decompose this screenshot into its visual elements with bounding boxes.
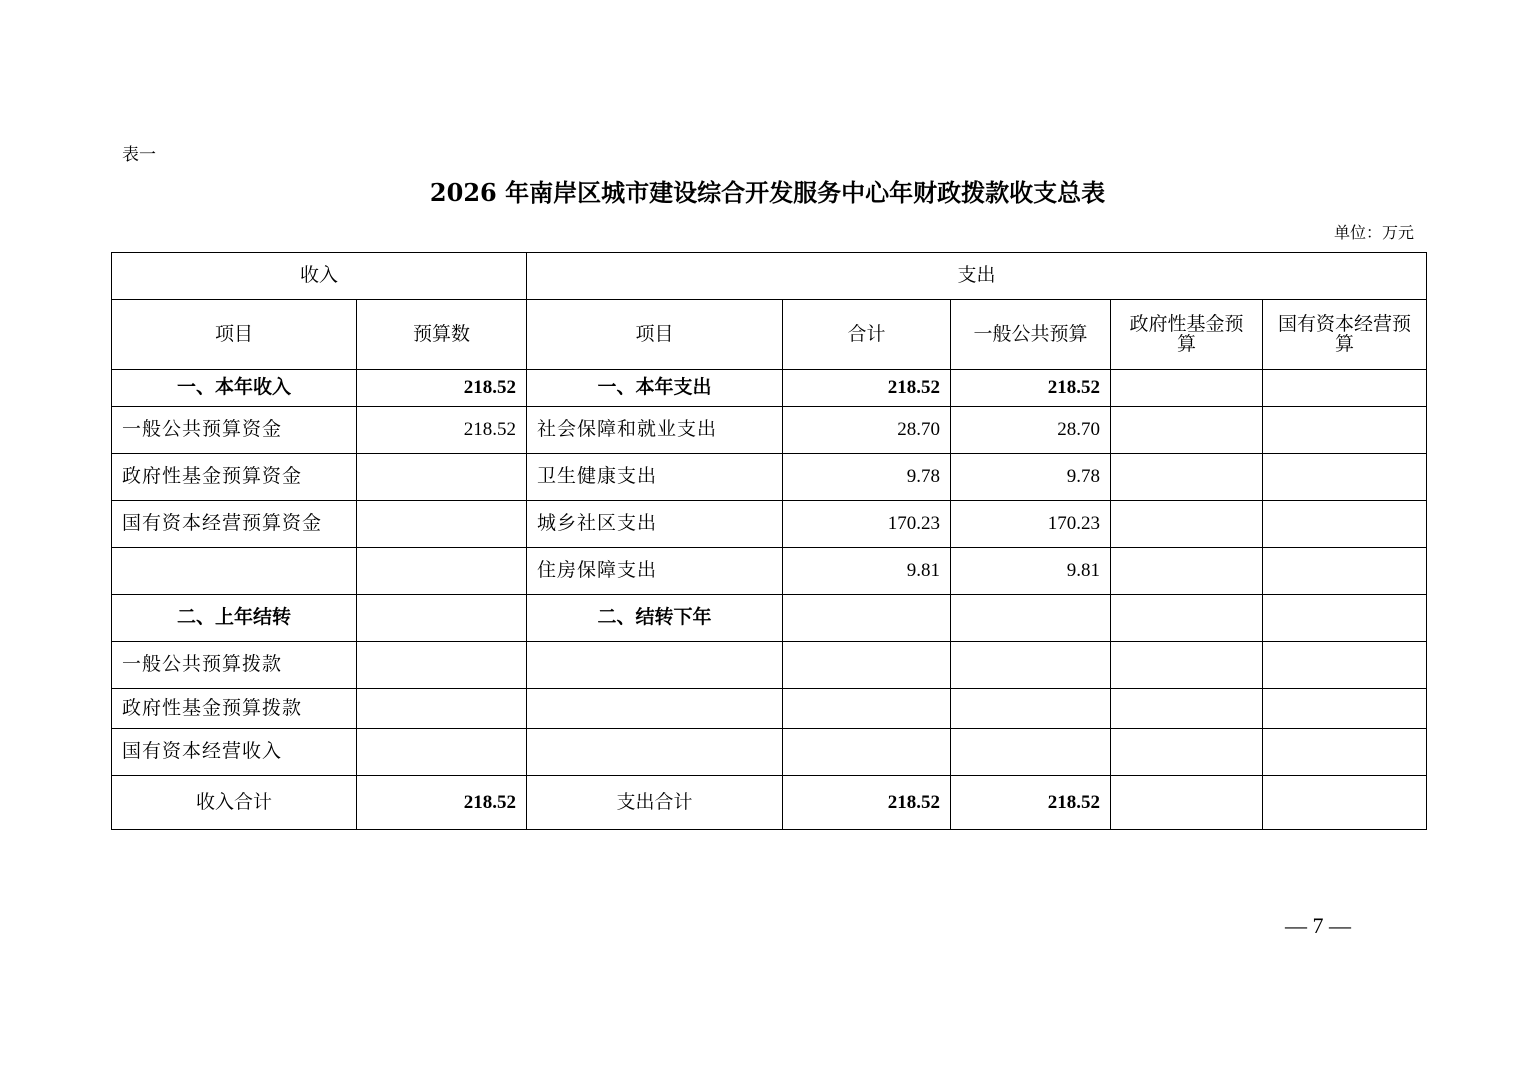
general-public-cell: 28.70 <box>951 407 1111 454</box>
gov-fund-cell <box>1111 776 1263 830</box>
gov-fund-cell <box>1111 729 1263 776</box>
income-item-cell: 政府性基金预算资金 <box>112 454 357 501</box>
gov-fund-cell <box>1111 548 1263 595</box>
expense-item-cell: 卫生健康支出 <box>527 454 783 501</box>
expense-item-cell: 城乡社区支出 <box>527 501 783 548</box>
state-capital-cell <box>1263 642 1427 689</box>
state-capital-cell <box>1263 370 1427 407</box>
income-section-header: 收入 <box>112 253 527 300</box>
gov-fund-cell <box>1111 501 1263 548</box>
expense-item-cell: 住房保障支出 <box>527 548 783 595</box>
table-row <box>112 407 1427 454</box>
gov-fund-cell <box>1111 370 1263 407</box>
table-row <box>112 548 1427 595</box>
col-header-income-item: 项目 <box>112 300 357 370</box>
general-public-cell: 9.78 <box>951 454 1111 501</box>
col-header-gov-fund: 政府性基金预算 <box>1111 300 1263 370</box>
table-row <box>112 370 1427 407</box>
state-capital-cell <box>1263 595 1427 642</box>
expense-total-label: 支出合计 <box>527 776 783 830</box>
total-cell <box>783 729 951 776</box>
income-item-cell: 国有资本经营收入 <box>112 729 357 776</box>
income-total-value: 218.52 <box>357 776 527 830</box>
general-public-cell <box>951 729 1111 776</box>
table-row <box>112 729 1427 776</box>
general-public-cell <box>951 689 1111 729</box>
table-label: 表一 <box>122 145 156 165</box>
table-row <box>112 595 1427 642</box>
total-cell: 218.52 <box>783 370 951 407</box>
gov-fund-cell <box>1111 407 1263 454</box>
table-row <box>112 642 1427 689</box>
income-item-cell: 政府性基金预算拨款 <box>112 689 357 729</box>
col-header-general-public: 一般公共预算 <box>951 300 1111 370</box>
table-row <box>112 454 1427 501</box>
income-budget-cell <box>357 454 527 501</box>
income-item-cell: 一、本年收入 <box>112 370 357 407</box>
general-public-cell: 170.23 <box>951 501 1111 548</box>
state-capital-cell <box>1263 501 1427 548</box>
general-public-cell <box>951 642 1111 689</box>
expense-item-cell <box>527 729 783 776</box>
state-capital-cell <box>1263 407 1427 454</box>
document-title: 2026 年南岸区城市建设综合开发服务中心年财政拨款收支总表 <box>429 178 1106 207</box>
section-header-row <box>112 253 1427 300</box>
col-header-state-capital: 国有资本经营预算 <box>1263 300 1427 370</box>
general-public-cell: 218.52 <box>951 370 1111 407</box>
state-capital-cell <box>1263 548 1427 595</box>
income-budget-cell <box>357 548 527 595</box>
total-cell <box>783 689 951 729</box>
income-budget-cell <box>357 642 527 689</box>
expense-item-cell: 社会保障和就业支出 <box>527 407 783 454</box>
gov-fund-cell <box>1111 595 1263 642</box>
gov-fund-cell <box>1111 689 1263 729</box>
general-public-cell: 9.81 <box>951 548 1111 595</box>
expense-section-header: 支出 <box>527 253 1427 300</box>
gov-fund-cell <box>1111 454 1263 501</box>
column-header-row <box>112 300 1427 370</box>
total-cell: 9.81 <box>783 548 951 595</box>
general-public-cell: 218.52 <box>951 776 1111 830</box>
state-capital-cell <box>1263 776 1427 830</box>
table-row <box>112 689 1427 729</box>
expense-item-cell <box>527 689 783 729</box>
general-public-cell <box>951 595 1111 642</box>
income-budget-cell: 218.52 <box>357 370 527 407</box>
total-cell <box>783 595 951 642</box>
expense-item-cell <box>527 642 783 689</box>
col-header-expense-item: 项目 <box>527 300 783 370</box>
income-item-cell: 二、上年结转 <box>112 595 357 642</box>
income-budget-cell <box>357 689 527 729</box>
expense-item-cell: 一、本年支出 <box>527 370 783 407</box>
total-cell <box>783 642 951 689</box>
income-total-label: 收入合计 <box>112 776 357 830</box>
income-budget-cell <box>357 729 527 776</box>
state-capital-cell <box>1263 729 1427 776</box>
state-capital-cell <box>1263 454 1427 501</box>
total-cell: 170.23 <box>783 501 951 548</box>
income-budget-cell <box>357 501 527 548</box>
totals-row <box>112 776 1427 830</box>
gov-fund-cell <box>1111 642 1263 689</box>
income-item-cell: 一般公共预算资金 <box>112 407 357 454</box>
total-cell: 28.70 <box>783 407 951 454</box>
income-item-cell <box>112 548 357 595</box>
page-number: — 7 — <box>1285 913 1351 938</box>
expense-item-cell: 二、结转下年 <box>527 595 783 642</box>
income-budget-cell <box>357 595 527 642</box>
unit-label: 单位：万元 <box>1333 223 1414 242</box>
total-cell: 218.52 <box>783 776 951 830</box>
col-header-income-budget: 预算数 <box>357 300 527 370</box>
table-row <box>112 501 1427 548</box>
income-budget-cell: 218.52 <box>357 407 527 454</box>
state-capital-cell <box>1263 689 1427 729</box>
col-header-total: 合计 <box>783 300 951 370</box>
income-item-cell: 一般公共预算拨款 <box>112 642 357 689</box>
budget-summary-table <box>111 252 1427 830</box>
total-cell: 9.78 <box>783 454 951 501</box>
income-item-cell: 国有资本经营预算资金 <box>112 501 357 548</box>
